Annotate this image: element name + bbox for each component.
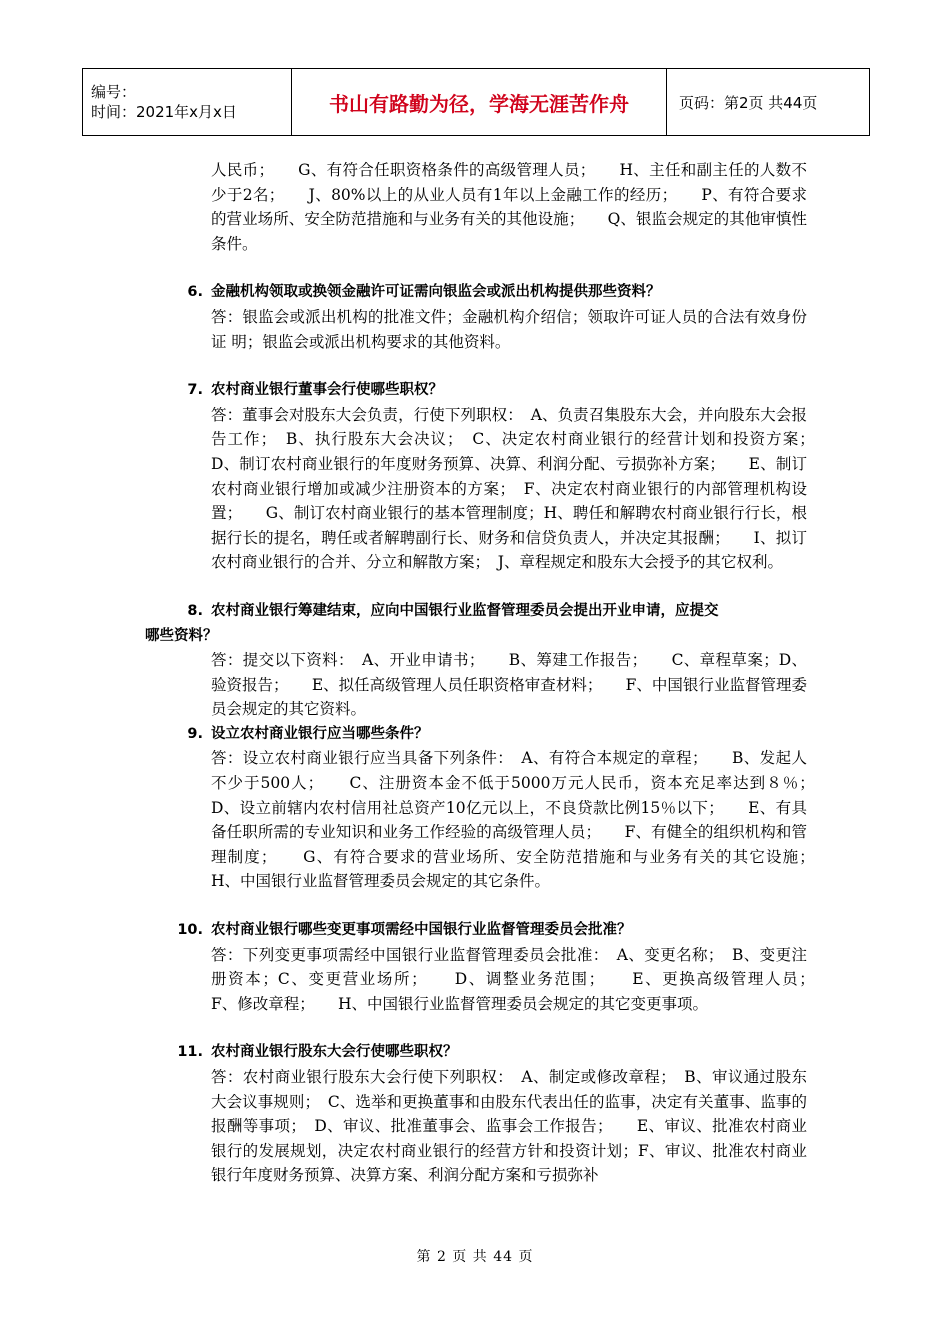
question-heading <box>145 599 807 648</box>
answer-paragraph: 答：董事会对股东大会负责，行使下列职权： A、负责召集股东大会，并向股东大会报告工作； B、执行股东大会决议； C、决定农村商业银行的经营计划和投资方案； D、制订农村商业银行的年度财务预算、决算、利润分配、亏损弥补方案； E、制订农村商业银行增加或减少注册资本的方案； F、决定农村商业银行的内部管理机构设置； G、制订农村商业银行的基本管理制度；H、聘任和解聘农村商业银行行长，根据行长的提名，聘任或者解聘副行长、财务和信贷负责人，并决定其报酬； I、拟订农村商业银行的合并、分立和解散方案； J、章程规定和股东大会授予的其它权利。 <box>211 405 839 572</box>
question-number: 9. <box>187 725 203 742</box>
header-meta <box>83 69 292 136</box>
page-header <box>82 68 870 136</box>
question-title: 农村商业银行股东大会行使哪些职权？ <box>211 1044 458 1061</box>
question-title: 农村商业银行筹建结束，应向中国银行业监督管理委员会提出开业申请，应提交 <box>211 602 719 619</box>
header-motto: 书山有路勤为径，学海无涯苦作舟 <box>292 69 667 136</box>
question-number: 6. <box>187 284 203 301</box>
page-footer: 第 2 页 共 44 页 <box>416 1249 534 1265</box>
answer-paragraph: 答：农村商业银行股东大会行使下列职权： A、制定或修改章程； B、审议通过股东大会议事规则； C、选举和更换董事和由股东代表出任的监事，决定有关董事、监事的报酬等事项； D、审议、批准董事会、监事会工作报告； E、审议、批准农村商业银行的发展规划，决定农村商业银行的经营方针和投资计划；F、审议、批准农村商业银行年度财务预算、决算方案、利润分配方案和亏损弥补 <box>211 1068 807 1185</box>
question-title: 金融机构领取或换领金融许可证需向银监会或派出机构提供那些资料？ <box>211 284 661 301</box>
question-number: 10. <box>177 922 203 939</box>
time-label: 时间：2021年x月x日 <box>91 103 237 121</box>
intro-paragraph: 人民币； G、有符合任职资格条件的高级管理人员； H、主任和副主任的人数不少于2名； J、80%以上的从业人员有1年以上金融工作的经历； P、有符合要求的营业场所、安全防范措施和与业务有关的其他设施； Q、银监会规定的其他审慎性条件。 <box>211 161 807 253</box>
answer-paragraph: 答：设立农村商业银行应当具备下列条件： A、有符合本规定的章程； B、发起人不少于500人； C、注册资本金不低于5000万元人民币，资本充足率达到８％； D、设立前辖内农村信用社总资产10亿元以上，不良贷款比例15％以下； E、有具备任职所需的专业知识和业务工作经验的高级管理人员； F、有健全的组织机构和管理制度； G、有符合要求的营业场所、安全防范措施和与业务有关的其它设施； H、中国银行业监督管理委员会规定的其它条件。 <box>211 749 823 891</box>
question-title: 农村商业银行董事会行使哪些职权？ <box>211 382 443 399</box>
answer-paragraph: 答：下列变更事项需经中国银行业监督管理委员会批准： A、变更名称； B、变更注册资本；C、变更营业场所； D、调整业务范围； E、更换高级管理人员； F、修改章程； H、中国银行业监督管理委员会规定的其它变更事项。 <box>211 945 839 1013</box>
answer-paragraph: 答：提交以下资料： A、开业申请书； B、筹建工作报告； C、章程草案；D、验资报告； E、拟任高级管理人员任职资格审查材料； F、中国银行业监督管理委员会规定的其它资料。 <box>211 651 807 719</box>
question-title: 农村商业银行哪些变更事项需经中国银行业监督管理委员会批准？ <box>211 922 632 939</box>
header-page-label: 页码：第2页 共44页 <box>667 69 870 136</box>
answer-paragraph: 答：银监会或派出机构的批准文件；金融机构介绍信；领取许可证人员的合法有效身份证 明；银监会或派出机构要求的其他资料。 <box>211 307 807 351</box>
number-label: 编号： <box>91 83 137 101</box>
question-title-continued: 哪些资料？ <box>145 627 218 644</box>
question-heading <box>145 280 807 305</box>
question-number: 8. <box>187 602 203 619</box>
question-number: 11. <box>177 1044 203 1061</box>
question-title: 设立农村商业银行应当哪些条件？ <box>211 725 429 742</box>
question-heading <box>145 1040 807 1065</box>
document-body <box>145 158 839 1188</box>
question-heading <box>145 722 807 747</box>
question-heading <box>145 918 807 943</box>
question-number: 7. <box>187 382 203 399</box>
question-heading <box>145 378 807 403</box>
